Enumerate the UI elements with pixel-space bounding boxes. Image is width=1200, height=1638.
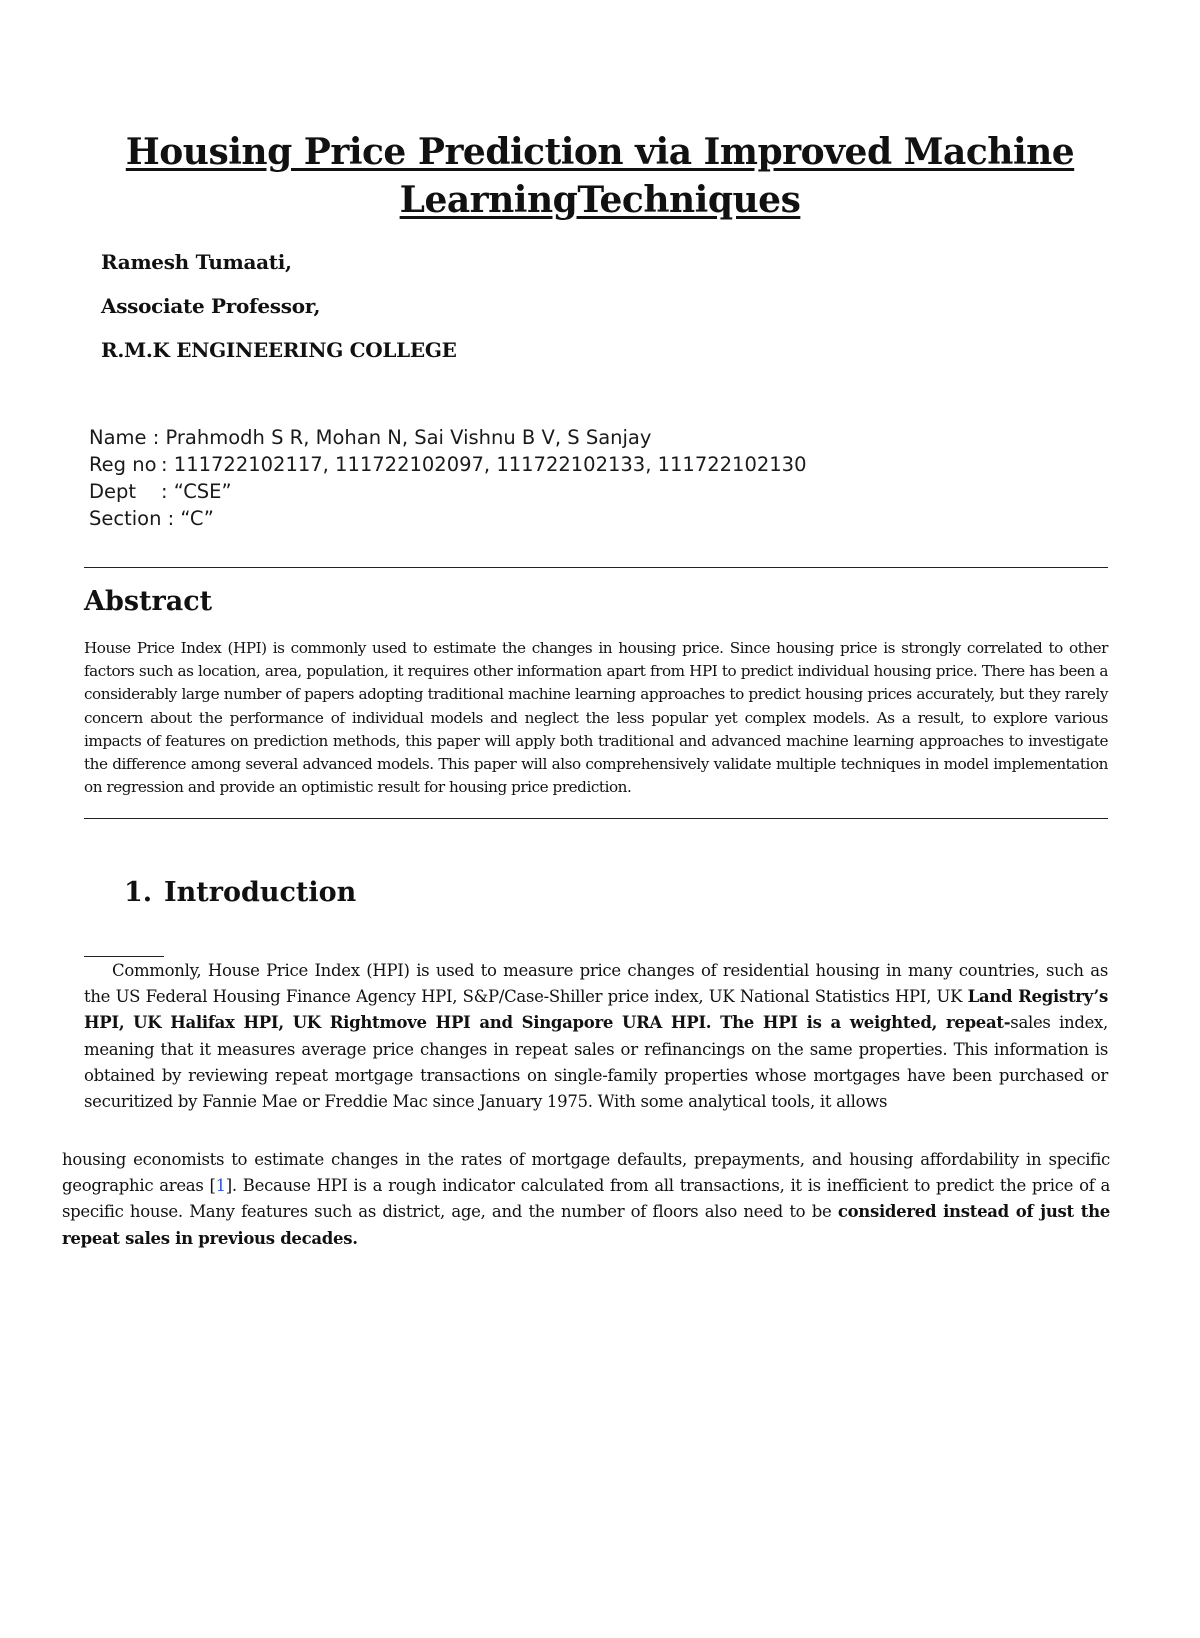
intro-paragraph-2: [62, 1147, 1110, 1252]
author-name: Ramesh Tumaati,: [101, 250, 292, 274]
dept-value: “CSE”: [173, 480, 232, 503]
section-number: 1.: [124, 877, 153, 908]
section-heading-introduction: [124, 877, 356, 909]
intro-p2-text-a: housing economists to estimate changes in the rates of mortgage defaults, prepayments, and housing affordability in specific geographic areas [: [62, 1150, 1110, 1196]
intro-p1-text-b: sales index, meaning that it measures average price changes in repeat sales or refinancings on the same properties. This information is obtained by reviewing repeat mortgage transactions on single-family properties whose mortgages have been purchased or securitized by Fannie Mae or Freddie Mac since January 1975. With some analytical tools, it allows: [84, 1013, 1109, 1112]
intro-p1-bold: Land Registry’s HPI, UK Halifax HPI, UK Rightmove HPI and Singapore URA HPI. The HPI is a weighted, repeat-: [84, 987, 1108, 1033]
abstract-heading: Abstract: [84, 586, 213, 617]
student-names-row: Name : Prahmodh S R, Mohan N, Sai Vishnu B V, S Sanjay: [89, 426, 652, 449]
footnote-separator: [84, 956, 164, 957]
intro-paragraph-1: [84, 958, 1108, 1115]
name-label: Name: [89, 426, 147, 449]
author-position: Associate Professor,: [101, 294, 321, 318]
student-details: [89, 424, 806, 532]
intro-p2-text-b: ]. Because HPI is a rough indicator calculated from all transactions, it is inefficient to predict the price of a specific house. Many features such as district, age, and the number of floors also need to be: [62, 1176, 1110, 1222]
reg-label: Reg no: [89, 453, 157, 476]
section-label: Section: [89, 507, 162, 530]
reg-no-row: Reg no : 111722102117, 111722102097, 111722102133, 111722102130: [89, 453, 807, 476]
author-institution: R.M.K ENGINEERING COLLEGE: [101, 338, 457, 362]
section-title: Introduction: [164, 877, 357, 908]
section-row: Section : “C”: [89, 507, 214, 530]
dept-label: Dept: [89, 480, 137, 503]
intro-p1-text-a: Commonly, House Price Index (HPI) is used to measure price changes of residential housing in many countries, such as the US Federal Housing Finance Agency HPI, S&P/Case-Shiller price index, UK National Statistics HPI, UK: [84, 961, 1108, 1007]
paper-title: [60, 128, 1140, 224]
title-line-1: Housing Price Prediction via Improved Machine: [125, 131, 1075, 173]
title-line-2: LearningTechniques: [399, 179, 801, 221]
author-block: [101, 248, 457, 380]
abstract-top-rule: [84, 567, 1108, 568]
name-value: Prahmodh S R, Mohan N, Sai Vishnu B V, S Sanjay: [165, 426, 652, 449]
abstract-bottom-rule: [84, 818, 1108, 819]
citation-link[interactable]: 1: [215, 1176, 226, 1196]
dept-row: Dept : “CSE”: [89, 480, 232, 503]
abstract-text: House Price Index (HPI) is commonly used to estimate the changes in housing price. Since housing price is strongly correlated to other factors such as location, area, population, it requires other information apart from HPI to predict individual housing price. There has been a considerably large number of papers adopting traditional machine learning approaches to predict housing prices accurately, but they rarely concern about the performance of individual models and neglect the less popular yet complex models. As a result, to explore various impacts of features on prediction methods, this paper will apply both traditional and advanced machine learning approaches to investigate the difference among several advanced models. This paper will also comprehensively validate multiple techniques in model implementation on regression and provide an optimistic result for housing price prediction.: [84, 639, 1108, 797]
intro-p2-bold: considered instead of just the repeat sales in previous decades.: [62, 1202, 1110, 1248]
section-value: “C”: [180, 507, 214, 530]
reg-value: 111722102117, 111722102097, 111722102133, 111722102130: [173, 453, 807, 476]
